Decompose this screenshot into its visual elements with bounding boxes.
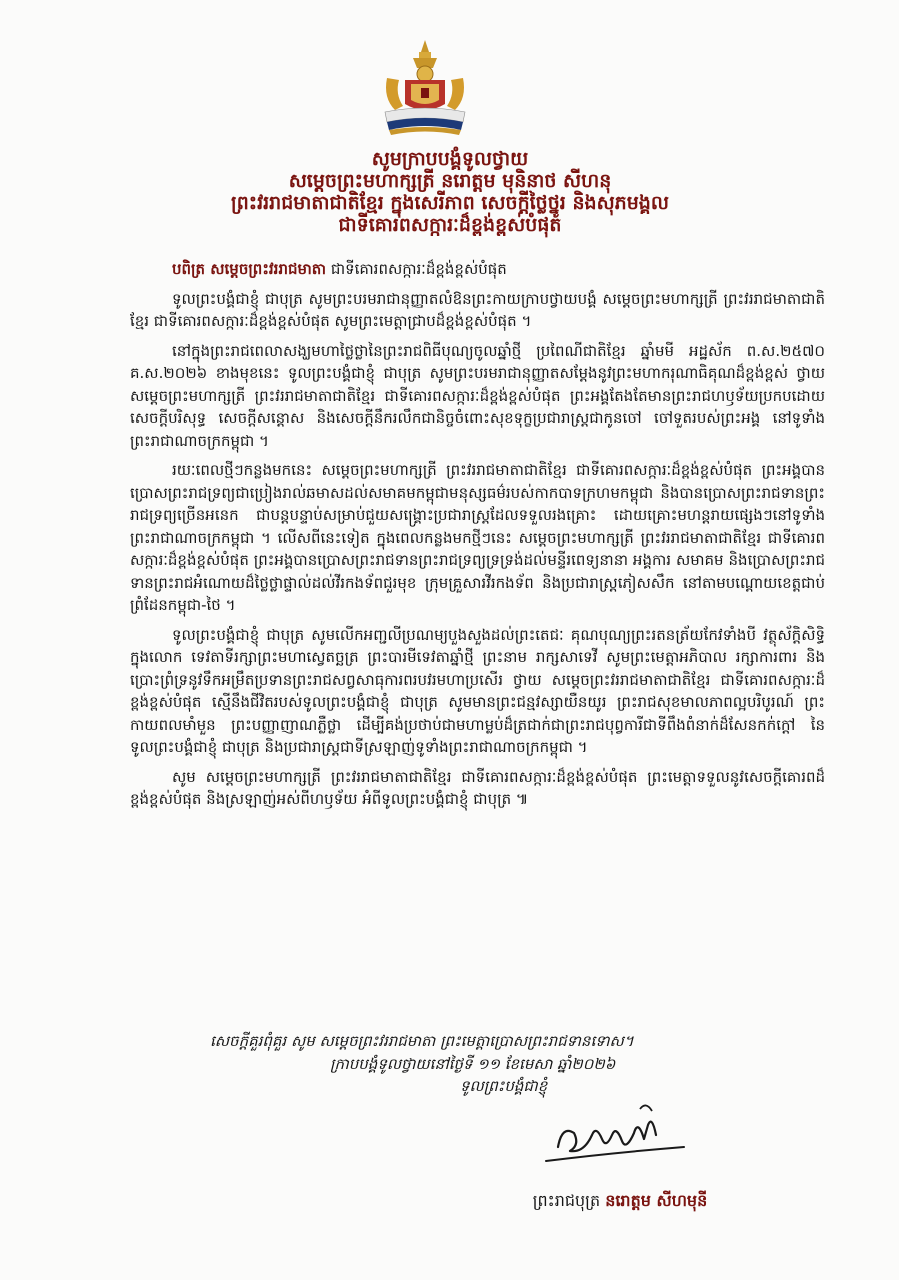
royal-emblem-icon <box>377 38 473 138</box>
salutation-rest: ជាទីគោរពសក្ការៈដ៏ខ្ពង់ខ្ពស់បំផុត <box>326 260 507 278</box>
signer-name: នរោត្តម សីហមុនី <box>605 1191 708 1210</box>
heading-line-2: សម្តេចព្រះមហាក្សត្រី នរោត្តម មុនិនាថ សីហនុ <box>288 170 612 192</box>
salutation-prefix: បពិត្រ សម្តេចព្រះវររាជមាតា <box>172 260 327 278</box>
salutation <box>130 258 825 281</box>
letter-heading <box>80 148 820 236</box>
handwritten-signature <box>540 1095 690 1175</box>
closing-line-3: ទូលព្រះបង្គំជាខ្ញុំ <box>460 1077 548 1095</box>
closing-block <box>210 1030 810 1098</box>
signer-prefix: ព្រះរាជបុត្រ <box>532 1191 606 1210</box>
heading-line-1: សូមក្រាបបង្គំទូលថ្វាយ <box>371 148 529 170</box>
letter-body <box>130 258 825 818</box>
paragraph-3: រយៈពេលថ្មីៗកន្លងមកនេះ សម្តេចព្រះមហាក្សត្រី ព្រះវររាជមាតាជាតិខ្មែរ ជាទីគោរពសក្ការៈដ៏ខ្ពង់ខ្ពស់បំផុត ព្រះអង្គបានប្រោសព្រះរាជទ្រព្យជាប្រៀងរាល់ឆមាសដល់សមាគមកម្ពុជាមនុស្សធម៌របស់កាកបាទក្រហមកម្ពុជា និងបានប្រោសព្រះរាជទានព្រះរាជទ្រព្យច្រើនអនេក ជាបន្តបន្ទាប់សម្រាប់ជួយសង្គ្រោះប្រជារាស្ត្រដែលទទួលរងគ្រោះ ដោយគ្រោះមហន្តរាយផ្សេងៗនៅទូទាំងព្រះរាជាណាចក្រកម្ពុជា ។ លើសពីនេះទៀត ក្នុងពេលកន្លងមកថ្មីៗនេះ សម្តេចព្រះមហាក្សត្រី ព្រះវររាជមាតាជាតិខ្មែរ ជាទីគោរពសក្ការៈដ៏ខ្ពង់ខ្ពស់បំផុត ព្រះអង្គបានប្រោសព្រះរាជទានព្រះរាជទ្រព្យទ្រទ្រង់ដល់មន្ទីរពេទ្យនានា អង្គការ សមាគម និងប្រោសព្រះរាជទានព្រះរាជអំណោយដ៏ថ្លៃថ្លាផ្ទាល់ដល់វីរកងទ័ពជួរមុខ ក្រុមគ្រួសារវីរកងទ័ព និងប្រជារាស្ត្រភៀសសឹក នៅតាមបណ្តោយខេត្តជាប់ព្រំដែនកម្ពុជា-ថៃ ។ <box>130 461 825 614</box>
heading-line-4: ជាទីគោរពសក្ការៈដ៏ខ្ពង់ខ្ពស់បំផុត <box>338 214 562 236</box>
heading-line-3: ព្រះវររាជមាតាជាតិខ្មែរ ក្នុងសេរីភាព សេចក្តីថ្លៃថ្នូរ និងសុភមង្គល <box>231 192 669 214</box>
paragraph-4: ទូលព្រះបង្គំជាខ្ញុំ ជាបុត្រ សូមលើកអញ្ជលីប្រណម្យបួងសួងដល់ព្រះតេជៈ គុណបុណ្យព្រះរតនត្រ័យកែវទាំងបី វត្ថុស័ក្តិសិទ្ធិក្នុងលោក ទេវតាទីរក្សាព្រះមហាស្វេតច្ឆត្រ ព្រះបារមីទេវតាឆ្នាំថ្មី ព្រះនាម រាក្សសាទេវី សូមព្រះមេត្តាអភិបាល រក្សាការពារ និងប្រោះព្រំទ្រនូវទឹកអម្រឹតប្រទានព្រះរាជសព្វសាធុការពរបវរមហាប្រសើរ ថ្វាយ សម្តេចព្រះវររាជមាតាជាតិខ្មែរ ជាទីគោរពសក្ការៈដ៏ខ្ពង់ខ្ពស់បំផុត ស្មើនឹងជីវិតរបស់ទូលព្រះបង្គំជាខ្ញុំ ជាបុត្រ សូមមានព្រះជន្មវស្សាយឺនយូរ ព្រះរាជសុខមាលភាពល្អបរិបូរណ៍ ព្រះកាយពលមាំមួន ព្រះបញ្ញាញាណភ្លឺថ្លា ដើម្បីគង់ប្រថាប់ជាមហាម្លប់ដ៏ត្រជាក់ជាព្រះរាជបុព្វការីជាទីពឹងពំនាក់ដ៏សែនកក់ក្តៅ នៃទូលព្រះបង្គំជាខ្ញុំ ជាបុត្រ និងប្រជារាស្ត្រជាទីស្រឡាញ់ទូទាំងព្រះរាជាណាចក្រកម្ពុជា ។ <box>130 625 825 756</box>
closing-date-line: ក្រាបបង្គំទូលថ្វាយនៅថ្ងៃទី ១១ ខែមេសា ឆ្នាំ២០២៦ <box>330 1054 616 1073</box>
signer-line <box>420 1190 820 1214</box>
paragraph-2: នៅក្នុងព្រះរាជពេលាសង្ឃមហាថ្លៃថ្លានៃព្រះរាជពិធីបុណ្យចូលឆ្នាំថ្មី ប្រពៃណីជាតិខ្មែរ ឆ្នាំមមី អដ្ឋស័ក ព.ស.២៥៧០ គ.ស.២០២៦ ខាងមុខនេះ ទូលព្រះបង្គំជាខ្ញុំ ជាបុត្រ សូមព្រះបរមរាជានុញ្ញាតសម្តែងនូវព្រះមហាករុណាធិគុណដ៏ខ្ពង់ខ្ពស់ ថ្វាយ សម្តេចព្រះមហាក្សត្រី ព្រះវររាជមាតាជាតិខ្មែរ ជាទីគោរពសក្ការៈដ៏ខ្ពង់ខ្ពស់បំផុត ព្រះអង្គតែងតែមានព្រះរាជហឫទ័យប្រកបដោយសេចក្តីបរិសុទ្ធ សេចក្តីសន្តោស និងសេចក្តីនឹករលឹកជានិច្ចចំពោះសុខទុក្ខប្រជារាស្ត្រជាកូនចៅ ចៅទួតរបស់ព្រះអង្គ នៅទូទាំងព្រះរាជាណាចក្រកម្ពុជា ។ <box>130 341 825 450</box>
closing-line-1: សេចក្តីគួរពុំគួរ សូម សម្តេចព្រះវររាជមាតា ព្រះមេត្តាប្រោសព្រះរាជទានទោស។ <box>210 1032 634 1050</box>
paragraph-5: សូម សម្តេចព្រះមហាក្សត្រី ព្រះវររាជមាតាជាតិខ្មែរ ជាទីគោរពសក្ការៈដ៏ខ្ពង់ខ្ពស់បំផុត ព្រះមេត្តាទទួលនូវសេចក្តីគោរពដ៏ខ្ពង់ខ្ពស់បំផុត និងស្រឡាញ់អស់ពីហឫទ័យ អំពីទូលព្រះបង្គំជាខ្ញុំ ជាបុត្រ ៕ <box>130 767 825 808</box>
paragraph-1: ទូលព្រះបង្គំជាខ្ញុំ ជាបុត្រ សូមព្រះបរមរាជានុញ្ញាតលំឱនព្រះកាយក្រាបថ្វាយបង្គំ សម្តេចព្រះមហាក្សត្រី ព្រះវររាជមាតាជាតិខ្មែរ ជាទីគោរពសក្ការៈដ៏ខ្ពង់ខ្ពស់បំផុត សូមព្រះមេត្តាជ្រាបដ៏ខ្ពង់ខ្ពស់បំផុត ។ <box>130 289 825 330</box>
